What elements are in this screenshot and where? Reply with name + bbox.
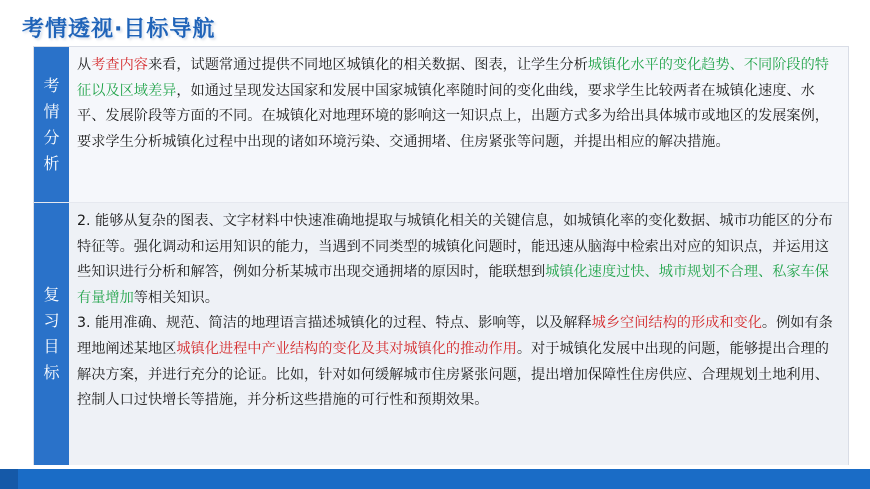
body-text: 3. 能用准确、规范、简洁的地理语言描述城镇化的过程、特点、影响等，以及解释 xyxy=(77,315,592,332)
body-text: 2. 能够从复杂的图表、文字材料中快速准确地提取与城镇化相关的关键信息，如城镇化率的变化数据、城市功能区的分布特征等。强化调动和运用知识的能力，当遇到不同类型的城镇化问题时，能迅速从脑海中检索出对应的知识点，并运用这些知识进行分析和解答，例如分析某城市出现交通拥堵的原因时，能联想到 xyxy=(77,213,833,281)
row-content xyxy=(69,203,848,465)
highlight-text: 城镇化进程中产业结构的变化及其对城镇化的推动作用 xyxy=(176,340,517,357)
row-label-char: 习 xyxy=(43,311,60,330)
row-label-char: 复 xyxy=(43,285,60,304)
body-text: 来看，试题常通过提供不同地区城镇化的相关数据、图表，让学生分析 xyxy=(147,57,588,73)
body-text: 。对于城镇化发展中出现的问题，能够提出合理的解决方案，并进行充分的论证。比如，针对如何缓解城市住房紧张问题，提出增加保障性住房供应、合理规划土地利用、控制人口过快增长等措施，并分析这些措施的可行性和预期效果。 xyxy=(77,340,829,409)
highlight-text: 考查内容 xyxy=(91,57,148,73)
content-table xyxy=(33,46,849,465)
page-title: 考情透视·目标导航 xyxy=(22,17,216,42)
body-text: ，如通过呈现发达国家和发展中国家城镇化率随时间的变化曲线，要求学生比较两者在城镇化速度、水平、发展阶段等方面的不同。在城镇化对地理环境的影响这一知识点上，出题方式多为给出具体城市或地区的发展案例，要求学生分析城镇化过程中出现的诸如环境污染、交通拥堵、住房紧张等问题，并提出相应的解决措施。 xyxy=(77,82,829,150)
row-label-char: 目 xyxy=(43,337,60,356)
row-label-char: 情 xyxy=(43,101,60,121)
bottom-bar xyxy=(0,469,870,489)
row-label-char: 标 xyxy=(43,363,60,382)
body-text: 从 xyxy=(77,57,92,73)
paragraph xyxy=(77,53,842,155)
table-row-goals xyxy=(34,203,848,465)
row-label xyxy=(34,47,69,202)
row-label-char: 析 xyxy=(43,153,60,173)
row-label-char: 分 xyxy=(43,127,60,147)
row-content xyxy=(69,47,848,202)
row-label xyxy=(34,203,69,465)
body-text: 等相关知识。 xyxy=(133,289,219,306)
body-text: 。例如有条理地阐述某地区 xyxy=(77,315,833,357)
highlight-text: 城乡空间结构的形成和变化 xyxy=(591,315,762,332)
highlight-text: 城镇化速度过快、城市规划不合理、私家车保有量增加 xyxy=(77,264,829,306)
paragraph xyxy=(77,311,842,413)
row-label-char: 考 xyxy=(43,75,60,95)
table-row-analysis xyxy=(34,47,848,203)
highlight-text: 城镇化水平的变化趋势、不同阶段的特征以及区域差异 xyxy=(77,57,829,99)
paragraph xyxy=(77,209,842,311)
